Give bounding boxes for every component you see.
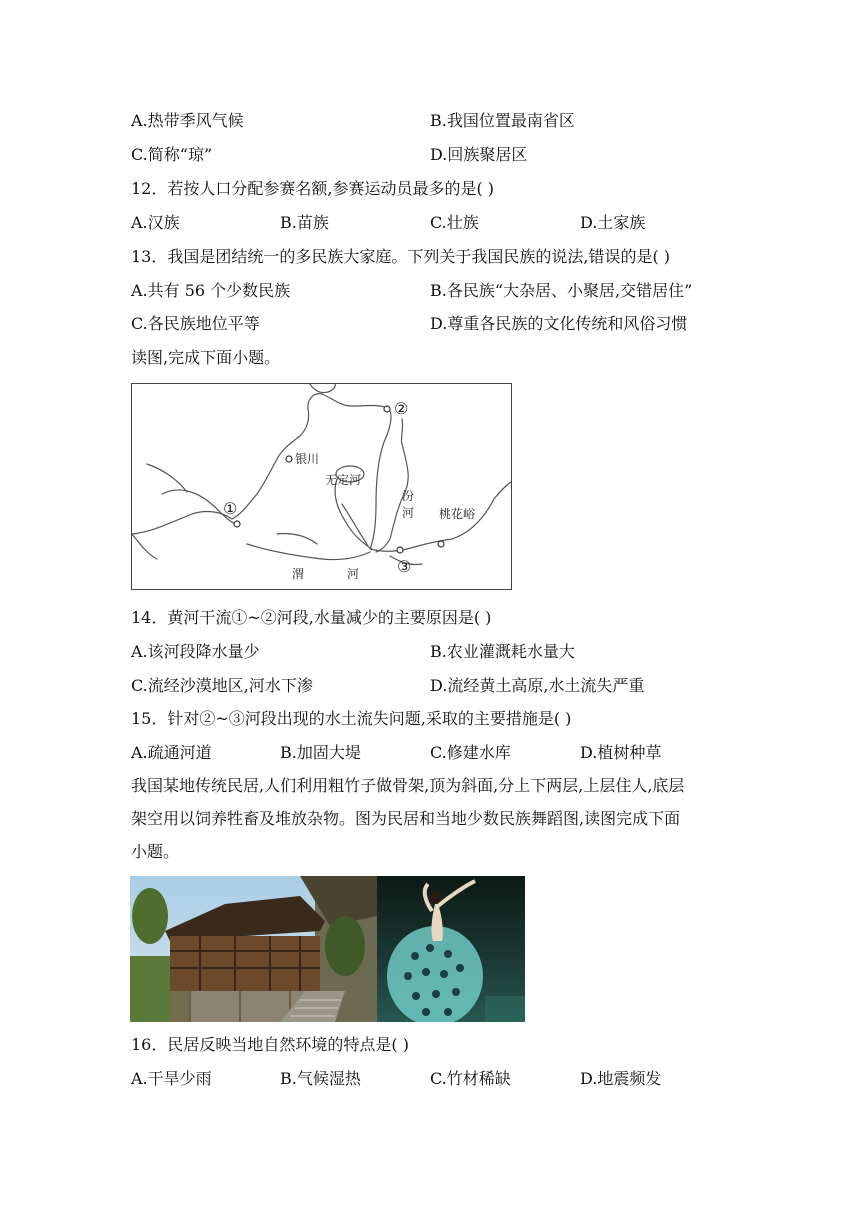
q16-stem: 16．民居反映当地自然环境的特点是( ) — [131, 1035, 409, 1054]
q13-stem: 13．我国是团结统一的多民族大家庭。下列关于我国民族的说法,错误的是( ) — [131, 247, 671, 266]
q13-option-d: D.尊重各民族的文化传统和风俗习惯 — [430, 314, 688, 333]
q11-option-c: C.简称“琼” — [131, 145, 213, 164]
label-wei-he: 河 — [347, 567, 360, 581]
marker-2: ② — [394, 399, 409, 418]
q12-stem: 12．若按人口分配参赛名额,参赛运动员最多的是( ) — [131, 179, 495, 198]
q16-option-b: B.气候湿热 — [280, 1069, 361, 1088]
marker-1: ① — [223, 499, 238, 518]
lake-north — [310, 384, 335, 393]
q11-option-b: B.我国位置最南省区 — [430, 111, 575, 130]
taohuayu-dot — [438, 541, 444, 547]
fen-river-branch — [401, 419, 402, 444]
q14-option-c: C.流经沙漠地区,河水下渗 — [131, 676, 313, 695]
q12-option-a: A.汉族 — [131, 213, 180, 232]
label-wudinghe: 无定河 — [325, 473, 362, 487]
q11-option-d: D.回族聚居区 — [430, 145, 528, 164]
q12-option-b: B.苗族 — [280, 213, 329, 232]
q16-option-a: A.干旱少雨 — [131, 1069, 212, 1088]
label-wei: 渭 — [292, 567, 305, 581]
marker-dot-2 — [384, 406, 390, 412]
label-yinchuan: 银川 — [295, 452, 320, 466]
yellow-river-main — [132, 394, 511, 552]
passage-line-3: 小题。 — [131, 842, 180, 861]
dwelling-and-dance-photo — [130, 876, 525, 1022]
q12-option-c: C.壮族 — [430, 213, 479, 232]
q15-option-b: B.加固大堤 — [280, 743, 361, 762]
yinchuan-dot — [286, 456, 292, 462]
wei-tributary — [342, 504, 368, 546]
q13-option-b: B.各民族“大杂居、小聚居,交错居住” — [430, 281, 693, 300]
marker-dot-3 — [397, 547, 403, 553]
label-fen: 汾 — [402, 489, 415, 503]
stilt-house-photo — [130, 876, 377, 1022]
q15-stem: 15．针对②~③河段出现的水土流失问题,采取的主要措施是( ) — [131, 709, 572, 728]
marker-dot-1 — [234, 521, 240, 527]
passage-line-2: 架空用以饲养牲畜及堆放杂物。图为民居和当地少数民族舞蹈图,读图完成下面 — [131, 809, 681, 828]
q15-option-c: C.修建水库 — [430, 743, 511, 762]
q14-option-d: D.流经黄土高原,水土流失严重 — [430, 676, 645, 695]
map-intro: 读图,完成下面小题。 — [131, 348, 281, 367]
q11-option-a: A.热带季风气候 — [131, 111, 244, 130]
yellow-river-map — [131, 383, 512, 590]
q16-option-c: C.竹材稀缺 — [430, 1069, 511, 1088]
q14-option-a: A.该河段降水量少 — [131, 642, 260, 661]
q14-option-b: B.农业灌溉耗水量大 — [430, 642, 575, 661]
label-fen-he: 河 — [402, 506, 415, 520]
label-taohuayu: 桃花峪 — [439, 507, 476, 521]
q14-stem: 14．黄河干流①~②河段,水量减少的主要原因是( ) — [131, 608, 492, 627]
tributary-west-2 — [147, 464, 187, 492]
passage-line-1: 我国某地传统民居,人们利用粗竹子做骨架,顶为斜面,分上下两层,上层住人,底层 — [131, 776, 685, 795]
river-map-drawing — [132, 384, 511, 589]
q12-option-d: D.土家族 — [580, 213, 646, 232]
marker-3: ③ — [397, 557, 412, 576]
peacock-dance-photo — [377, 876, 525, 1022]
wuding-river — [335, 479, 372, 549]
upper-reach-line — [132, 534, 157, 559]
q15-option-a: A.疏通河道 — [131, 743, 212, 762]
q15-option-d: D.植树种草 — [580, 743, 662, 762]
q16-option-d: D.地震频发 — [580, 1069, 662, 1088]
wei-river — [247, 544, 370, 560]
river-lower-branch — [277, 533, 317, 544]
q13-option-a: A.共有 56 个少数民族 — [131, 281, 291, 300]
q13-option-c: C.各民族地位平等 — [131, 314, 260, 333]
photo-illustration — [130, 876, 525, 1022]
